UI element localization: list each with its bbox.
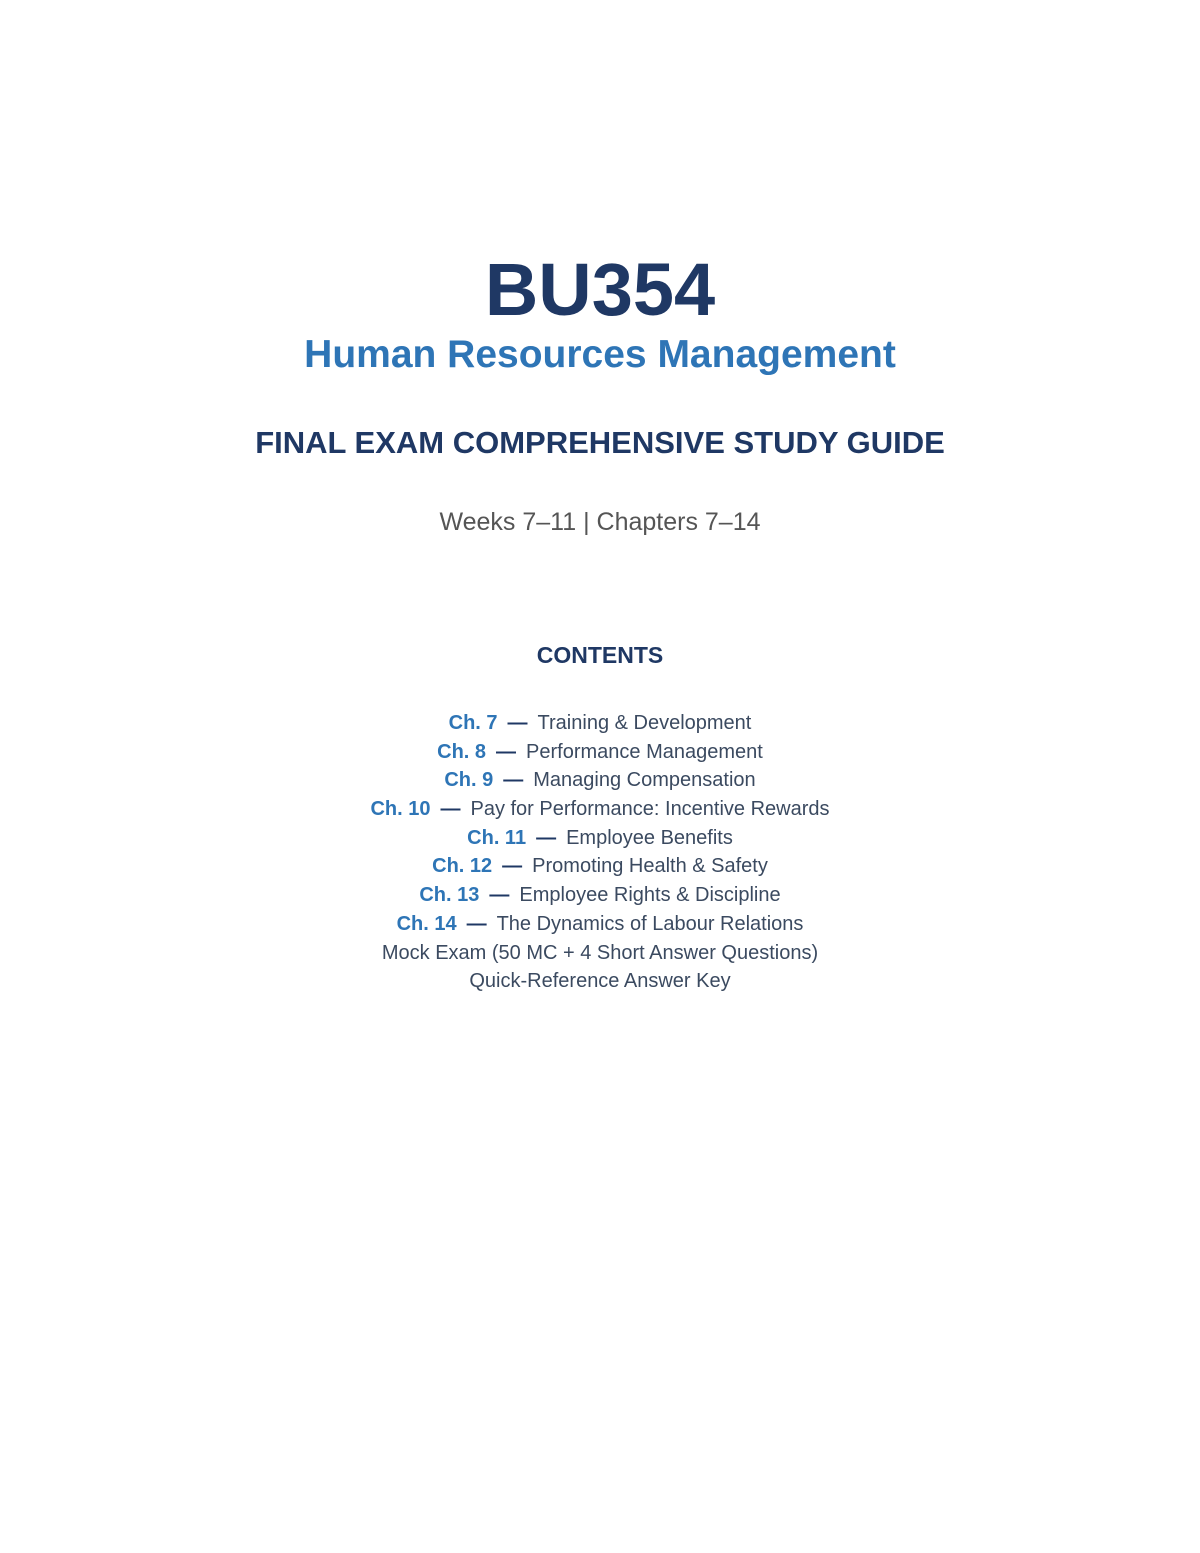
toc-chapter-number: Ch. 11 bbox=[467, 826, 527, 849]
toc-chapter-title: Promoting Health & Safety bbox=[532, 855, 768, 878]
toc-entry-ch14 bbox=[0, 910, 1200, 939]
toc-dash: — bbox=[489, 884, 510, 907]
toc-entry-ch8 bbox=[0, 738, 1200, 767]
toc-dash: — bbox=[440, 798, 461, 821]
toc-entry-mock-exam bbox=[0, 939, 1200, 968]
toc-chapter-number: Ch. 9 bbox=[444, 769, 494, 792]
contents-heading: CONTENTS bbox=[536, 642, 664, 668]
toc-chapter-title: Managing Compensation bbox=[533, 769, 756, 792]
toc-dash: — bbox=[466, 912, 487, 935]
guide-title: FINAL EXAM COMPREHENSIVE STUDY GUIDE bbox=[255, 425, 945, 460]
toc-entry-ch12 bbox=[0, 852, 1200, 881]
toc-dash: — bbox=[503, 769, 524, 792]
toc-chapter-number: Ch. 7 bbox=[448, 712, 498, 734]
course-code: BU354 bbox=[484, 248, 716, 331]
toc-chapter-number: Ch. 12 bbox=[432, 855, 493, 878]
toc-entry-ch13 bbox=[0, 881, 1200, 910]
toc-dash: — bbox=[536, 826, 557, 849]
toc-dash: — bbox=[502, 855, 523, 878]
toc-chapter-title: Performance Management bbox=[526, 740, 763, 763]
toc-entry-ch9 bbox=[0, 766, 1200, 795]
toc-chapter-number: Ch. 10 bbox=[370, 798, 431, 821]
toc-dash: — bbox=[507, 712, 528, 734]
toc-entry-ch10 bbox=[0, 795, 1200, 824]
toc-chapter-number: Ch. 13 bbox=[419, 884, 480, 907]
scope-subtitle: Weeks 7–11 | Chapters 7–14 bbox=[439, 508, 761, 536]
course-name: Human Resources Management bbox=[304, 333, 896, 376]
toc-chapter-title: Pay for Performance: Incentive Rewards bbox=[470, 798, 830, 821]
toc-chapter-title: The Dynamics of Labour Relations bbox=[496, 912, 804, 935]
toc-chapter-title: Employee Rights & Discipline bbox=[519, 884, 781, 907]
toc-entry-ch7 bbox=[0, 709, 1200, 738]
toc-chapter-number: Ch. 8 bbox=[437, 740, 487, 763]
toc-entry-ch11 bbox=[0, 824, 1200, 853]
toc-chapter-title: Employee Benefits bbox=[566, 826, 733, 849]
toc-chapter-number: Ch. 14 bbox=[396, 912, 457, 935]
toc-entry-answer-key bbox=[0, 967, 1200, 996]
toc-extra-title: Quick-Reference Answer Key bbox=[469, 970, 731, 993]
toc-extra-title: Mock Exam (50 MC + 4 Short Answer Questions) bbox=[381, 941, 819, 964]
toc-dash: — bbox=[496, 740, 517, 763]
table-of-contents bbox=[0, 709, 1200, 996]
toc-chapter-title: Training & Development bbox=[537, 712, 752, 734]
